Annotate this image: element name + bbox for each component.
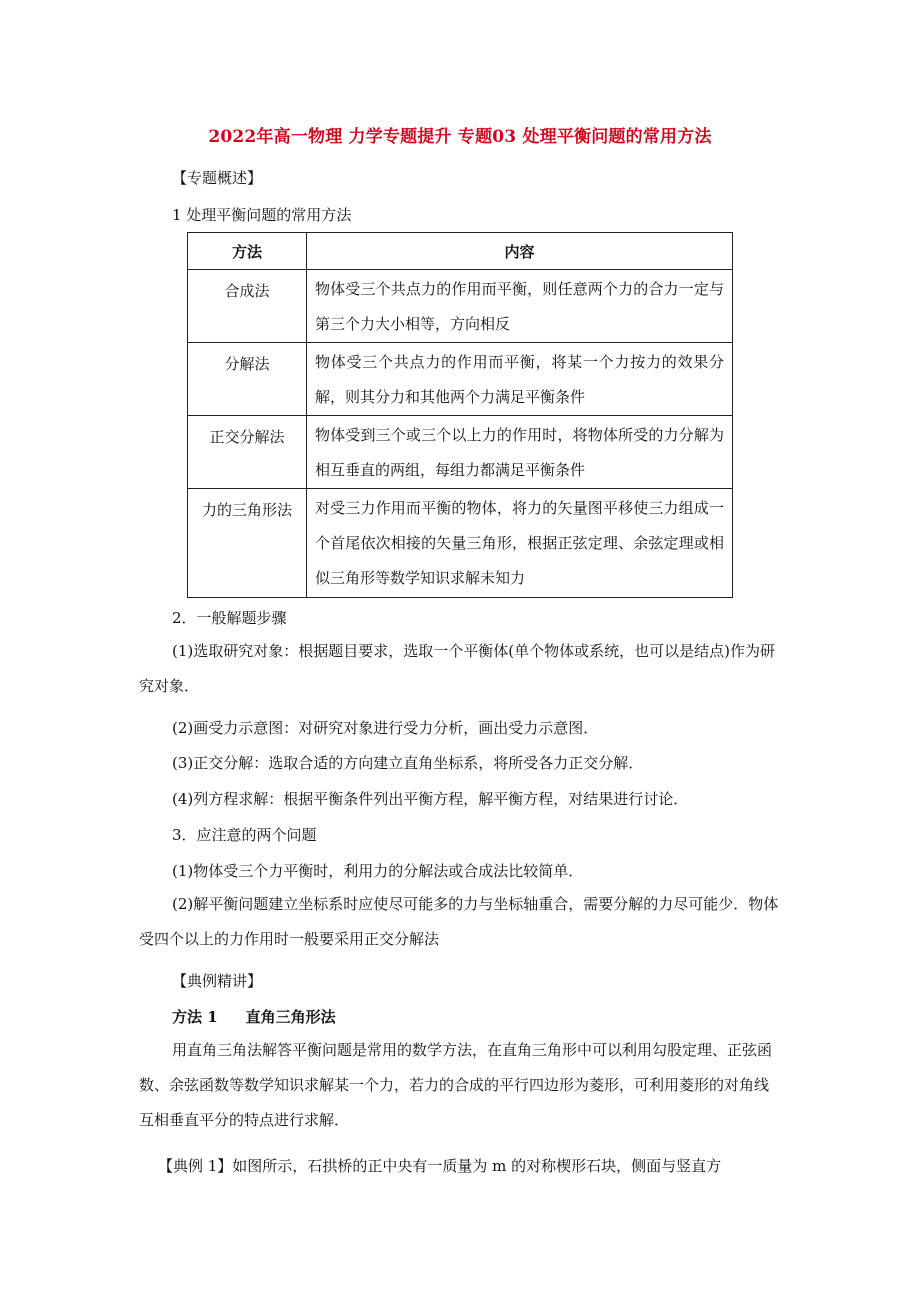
table-row [188,489,733,598]
method1-label: 方法 1 [172,1008,218,1026]
section-examples-heading: 【典例精讲】 [172,972,263,990]
step-4: (4)列方程求解：根据平衡条件列出平衡方程，解平衡方程，对结果进行讨论． [172,790,689,808]
step-1: (1)选取研究对象：根据题目要求，选取一个平衡体(单个物体或系统，也可以是结点)作为研究对象． [139,642,775,695]
table-row [188,270,733,343]
table-row [188,343,733,416]
method-cell: 力的三角形法 [188,489,307,598]
section-overview-heading: 【专题概述】 [172,169,263,187]
method1-description: 用直角三角法解答平衡问题是常用的数学方法，在直角三角形中可以利用勾股定理、正弦函数、余弦函数等数学知识求解某一个力，若力的合成的平行四边形为菱形，可利用菱形的对角线互相垂直平分的特点进行求解． [139,1041,773,1129]
method-cell: 分解法 [188,343,307,416]
step-2: (2)画受力示意图：对研究对象进行受力分析，画出受力示意图． [172,719,599,737]
method-cell: 正交分解法 [188,416,307,489]
header-content: 内容 [307,233,733,270]
step-3: (3)正交分解：选取合适的方向建立直角坐标系，将所受各力正交分解． [172,754,644,772]
content-cell: 物体受三个共点力的作用而平衡，将某一个力按力的效果分解，则其分力和其他两个力满足平衡条件 [307,343,733,416]
note-1: (1)物体受三个力平衡时，利用力的分解法或合成法比较简单． [172,862,584,880]
example-1: 【典例 1】如图所示，石拱桥的正中央有一质量为 m 的对称楔形石块，侧面与竖直方 [158,1157,722,1175]
method1-heading [172,1006,336,1028]
method1-name: 直角三角形法 [245,1008,336,1026]
header-method: 方法 [188,233,307,270]
table-header-row [188,233,733,270]
content-cell: 物体受三个共点力的作用而平衡，则任意两个力的合力一定与第三个力大小相等，方向相反 [307,270,733,343]
content-cell: 对受三力作用而平衡的物体，将力的矢量图平移使三力组成一个首尾依次相接的矢量三角形，根据正弦定理、余弦定理或相似三角形等数学知识求解未知力 [307,489,733,598]
method-cell: 合成法 [188,270,307,343]
item3-heading: 3．应注意的两个问题 [172,826,317,844]
methods-table [187,232,733,598]
content-cell: 物体受到三个或三个以上力的作用时，将物体所受的力分解为相互垂直的两组，每组力都满足平衡条件 [307,416,733,489]
document-title: 2022年高一物理 力学专题提升 专题03 处理平衡问题的常用方法 [208,127,712,147]
note-2: (2)解平衡问题建立坐标系时应使尽可能多的力与坐标轴重合，需要分解的力尽可能少．物体受四个以上的力作用时一般要采用正交分解法 [139,895,779,948]
item1-heading: 1 处理平衡问题的常用方法 [172,206,352,224]
table-row [188,416,733,489]
item2-heading: 2．一般解题步骤 [172,609,287,627]
